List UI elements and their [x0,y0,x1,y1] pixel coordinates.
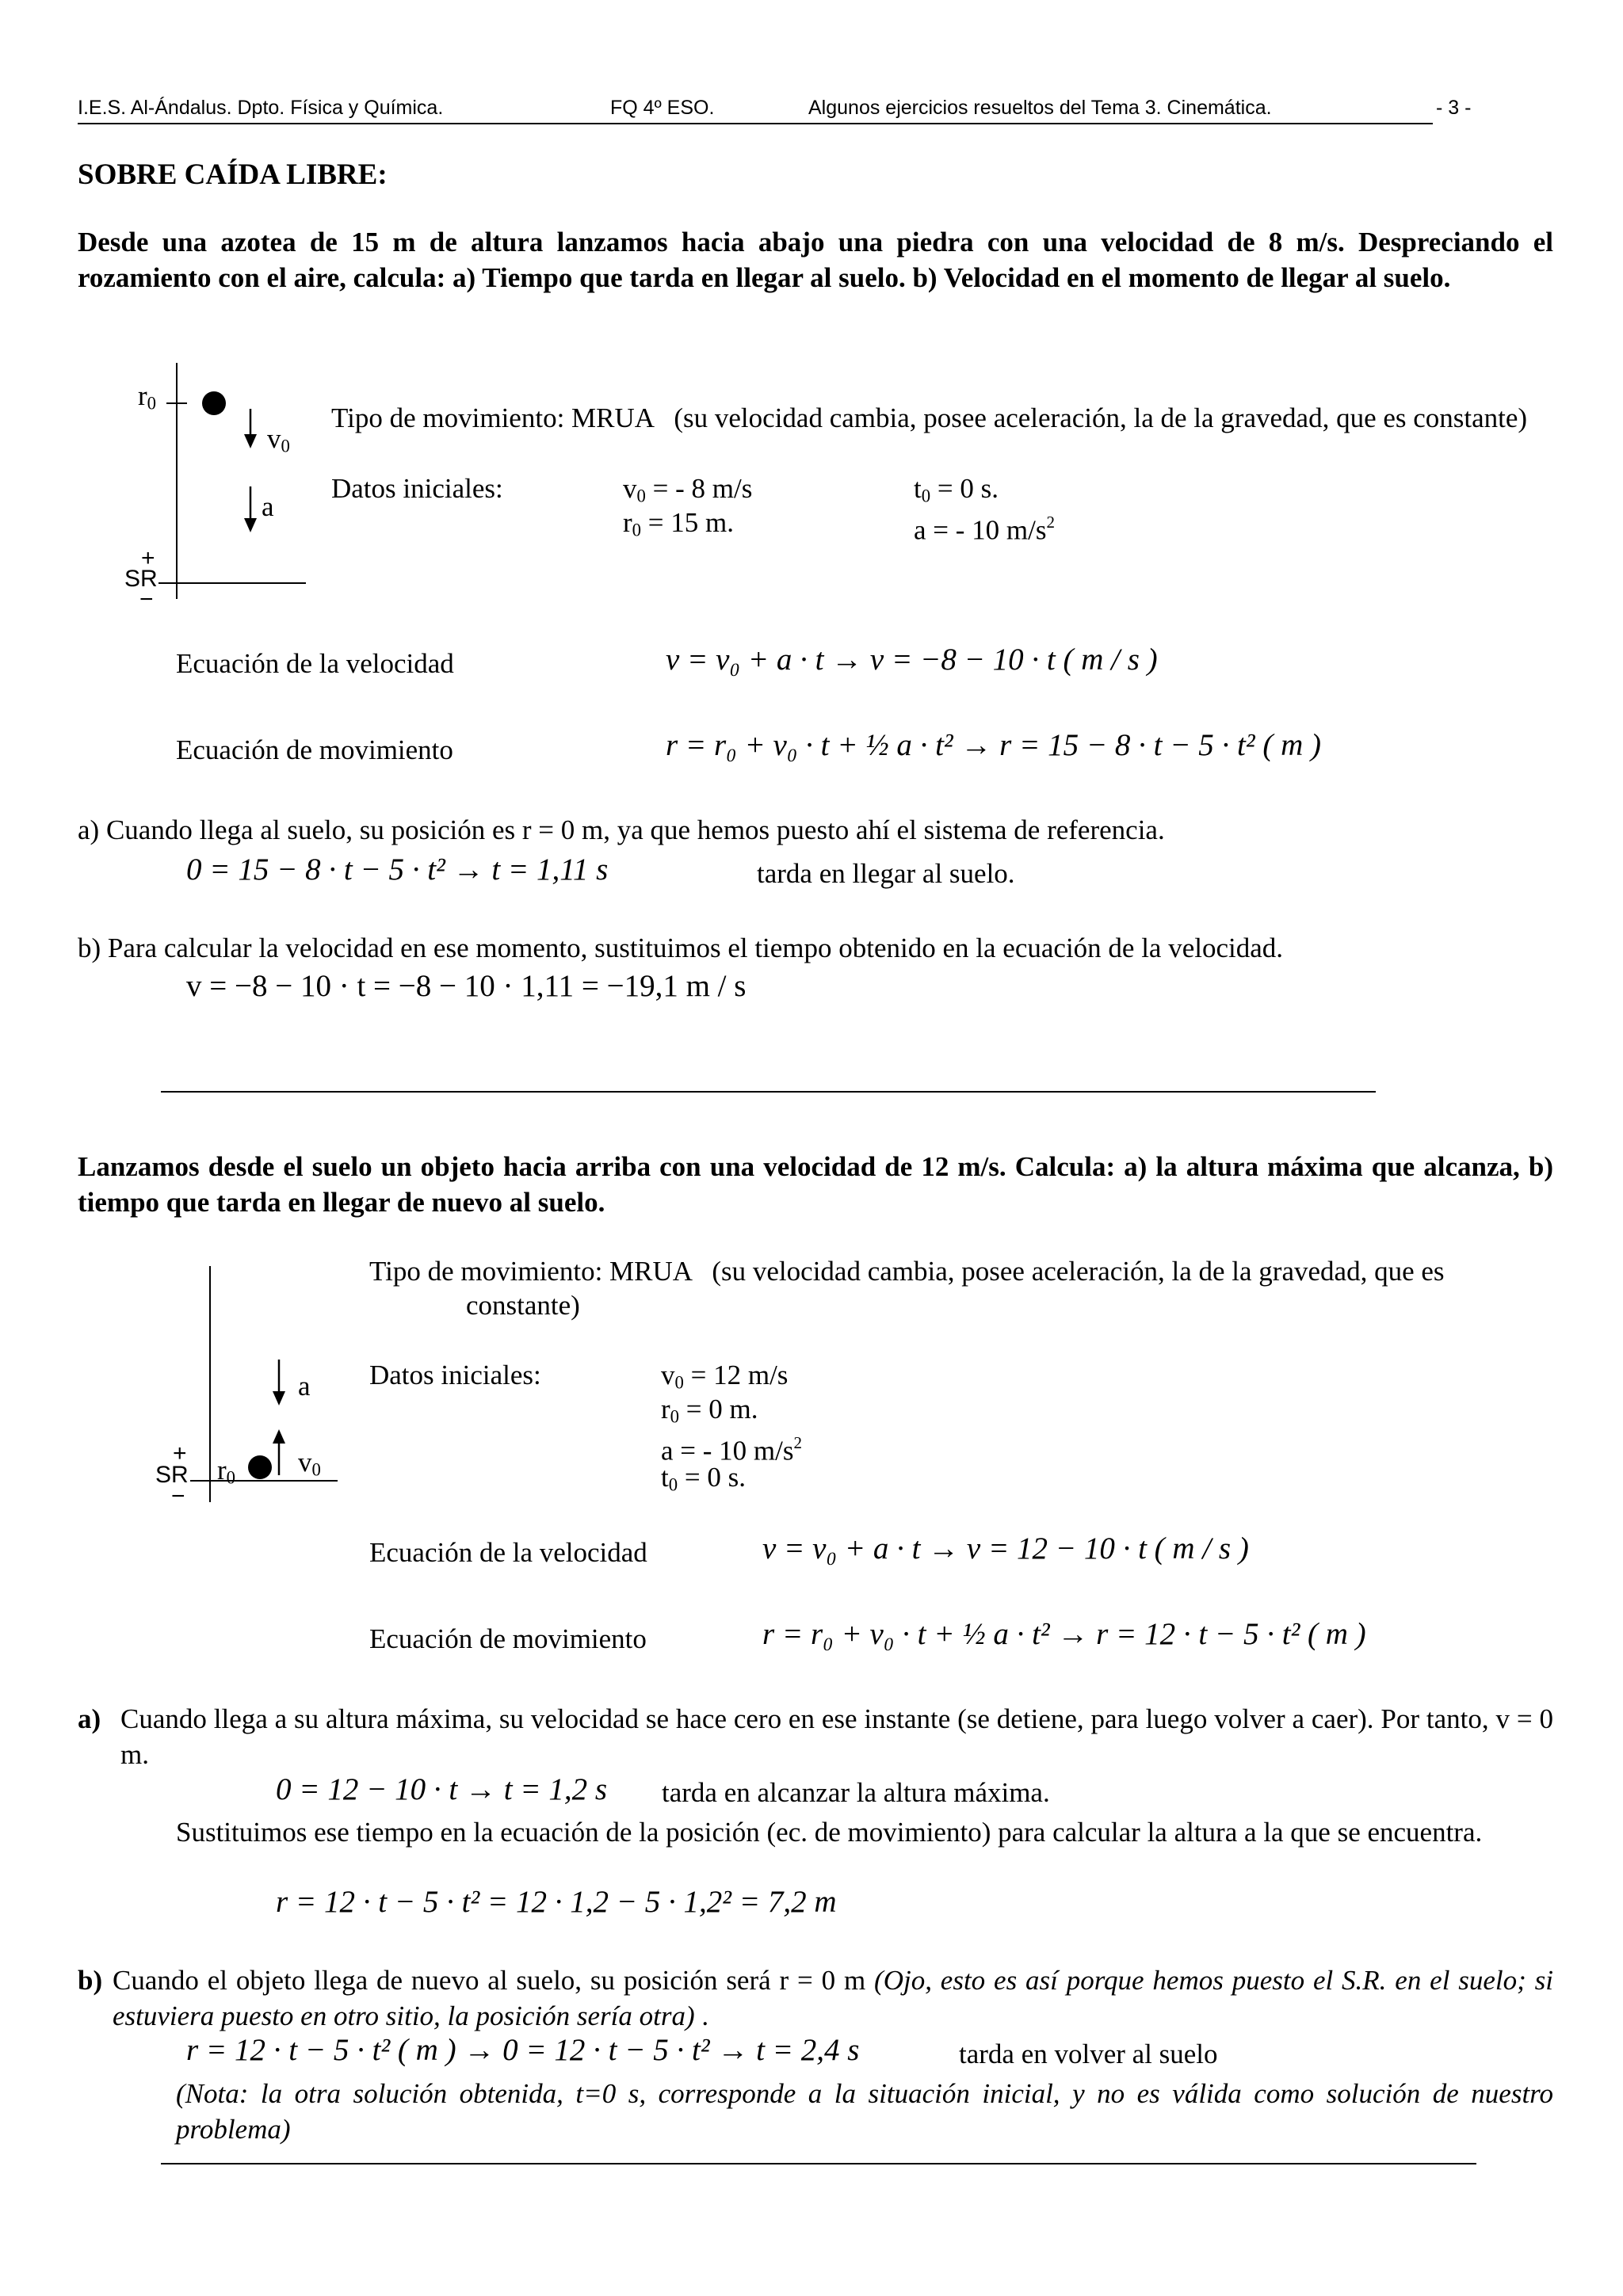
bottom-rule [161,2163,1476,2164]
problem2-vel-eq: v = v₀ + a · t → v = 12 − 10 · t ( m / s ) [762,1531,1249,1566]
problem2-a-prefix: a) [78,1703,101,1734]
section-title: SOBRE CAÍDA LIBRE: [78,158,388,191]
problem2-b-nota: (Nota: la otra solución obtenida, t=0 s, corresponde a la situación inicial, y no es válida como solución de nuestro problema) [176,2078,1553,2145]
problem2-datos-label: Datos iniciales: [369,1360,541,1390]
problem2-a-text: Cuando llega a su altura máxima, su velocidad se hace cero en ese instante (se detiene, para luego volver a caer). Por tanto, v = 0 m. [120,1703,1553,1770]
problem1-mov-label: Ecuación de movimiento [176,734,453,765]
problem2-b-eq: r = 12 · t − 5 · t² ( m ) → 0 = 12 · t − 5 · t² → t = 2,4 s [186,2033,860,2067]
problem1-a-note: tarda en llegar al suelo. [757,858,1015,889]
problem1-mov-eq: r = r₀ + v₀ · t + ½ a · t² → r = 15 − 8 · t − 5 · t² ( m ) [666,728,1321,762]
problem1-vel-label: Ecuación de la velocidad [176,648,454,679]
problem1-tipo-detail: (su velocidad cambia, posee aceleración, la de la gravedad, que es constante) [674,402,1528,433]
diagram1-sr: SR [124,566,158,592]
problem2-b-italic: (Ojo, esto es así porque hemos puesto el S.R. en el suelo; si estuviera puesto en otro sitio, la posición sería otra) [113,1965,1554,2031]
problem2-tipo [369,1253,1445,1289]
problem2-vel-label: Ecuación de la velocidad [369,1537,647,1568]
diagram2-a-label: a [298,1371,311,1402]
diagram1-a-label: a [262,491,274,522]
header-title: Algunos ejercicios resueltos del Tema 3. Cinemática. [808,97,1272,119]
problem2-mov-eq: r = r₀ + v₀ · t + ½ a · t² → r = 12 · t − 5 · t² ( m ) [762,1617,1366,1651]
diagram2-object [248,1455,272,1479]
problem1-tipo-label: Tipo de movimiento: MRUA [331,402,654,433]
diagram1-plus: + [141,545,155,571]
diagram1-r0-label: $r_0$ [138,380,157,414]
problem2-v0: $v_0 = 12$ m/s [661,1360,789,1393]
diagram2-v0-arrowhead [273,1429,285,1444]
problem2-tipo-label: Tipo de movimiento: MRUA [369,1256,692,1287]
problem2-t0: $t_0 = 0$ s. [661,1462,746,1495]
diagram2-a-arrowhead [273,1391,285,1405]
problem2-a-eq2: r = 12 · t − 5 · t² = 12 · 1,2 − 5 · 1,2² = 7,2 m [276,1885,837,1919]
diagram2-v0-label: $v_0$ [298,1447,321,1480]
problem1-v0: $v_0$ = - 8 m/s [623,473,753,506]
problem2-a-eq: 0 = 12 − 10 · t → t = 1,2 s [276,1772,608,1806]
problem1-statement: Desde una azotea de 15 m de altura lanzamos hacia abajo una piedra con una velocidad de 8 m/s. Despreciando el rozamiento con el aire, calcula: a) Tiempo que tarda en llegar al suelo. b) Velocidad en el momento de llegar al suelo. [78,227,1553,293]
diagram1-v0-label: $v_0$ [267,423,290,456]
problem1-t0: $t_0 = 0$ s. [914,473,999,506]
diagram2-plus: + [173,1440,187,1466]
diagram2-sr: SR [155,1462,189,1488]
problem1-datos-label: Datos iniciales: [331,473,503,504]
diagram2-r0-label: $r_0$ [217,1455,236,1488]
diagram1-minus: − [139,586,154,612]
problem1-b-eq: v = −8 − 10 · t = −8 − 10 · 1,11 = −19,1 m / s [186,969,747,1003]
problem1-r0: $r_0 = 15$ m. [623,507,734,540]
problem2-tipo-detail2: constante) [466,1290,580,1321]
header-page: - 3 - [1436,97,1472,119]
problem2-b-prefix: b) [78,1965,103,1996]
problem1-a-text: a) Cuando llega al suelo, su posición es r = 0 m, ya que hemos puesto ahí el sistema de referencia. [78,814,1165,845]
problem1-b-text: b) Para calcular la velocidad en ese momento, sustituimos el tiempo obtenido en la ecuación de la velocidad. [78,933,1284,963]
header-school: I.E.S. Al-Ándalus. Dpto. Física y Química. [78,97,444,119]
problem1-a-eq: 0 = 15 − 8 · t − 5 · t² → t = 1,11 s [186,852,609,887]
problem2-a-note: tarda en alcanzar la altura máxima. [662,1777,1050,1808]
header-course: FQ 4º ESO. [610,97,715,119]
problem2-b-text: Cuando el objeto llega de nuevo al suelo, su posición será r = 0 m (Ojo, esto es así porque hemos puesto el S.R. en el suelo; si estuviera puesto en otro sitio, la posición sería otra) . [113,1965,1554,2031]
diagram2-minus: − [171,1483,185,1509]
problem2-a-text2: Sustituimos ese tiempo en la ecuación de la posición (ec. de movimiento) para calcular la altura a la que se encuentra. [176,1817,1483,1848]
problem1-vel-eq: v = v₀ + a · t → v = −8 − 10 · t ( m / s ) [666,643,1158,677]
problem2-r0: $r_0 = 0$ m. [661,1394,758,1427]
problem2-mov-label: Ecuación de movimiento [369,1623,647,1654]
problem2-a: a = - 10 $m/s^2$ [661,1433,802,1466]
problem1-a: a = - 10 $m/s^2$ [914,513,1055,546]
problem2-tipo-detail: (su velocidad cambia, posee aceleración, la de la gravedad, que es [712,1256,1445,1287]
problem2-b-note: tarda en volver al suelo [959,2039,1218,2069]
problem2-statement: Lanzamos desde el suelo un objeto hacia arriba con una velocidad de 12 m/s. Calcula: a) la altura máxima que alcanza, b) tiempo que tarda en llegar de nuevo al suelo. [78,1151,1553,1218]
